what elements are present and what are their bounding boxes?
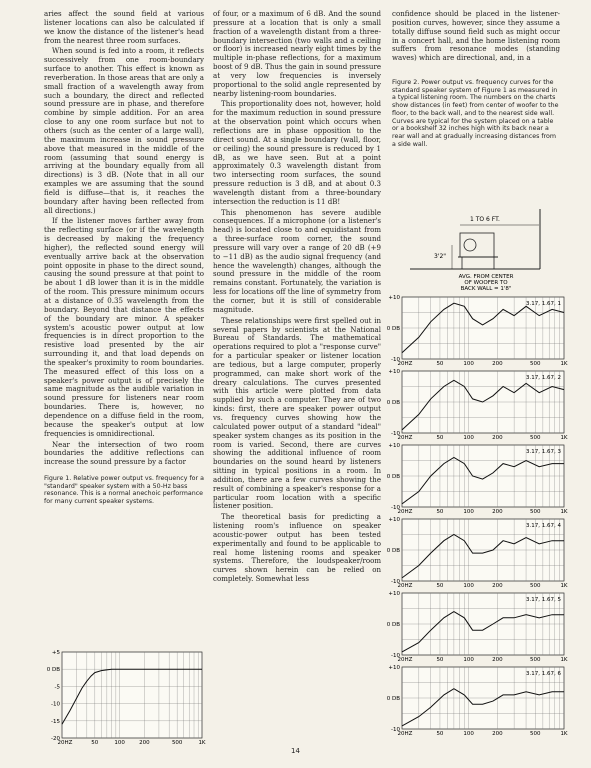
note-line-2: OF WOOFER TO — [464, 280, 508, 286]
x-tick-label: 20HZ — [57, 740, 73, 746]
figure-2-charts — [372, 294, 572, 740]
x-tick-label: 1K — [560, 731, 568, 737]
chart-figure-2-2 — [387, 369, 568, 441]
x-tick-label: 500 — [530, 509, 541, 515]
paragraph: When sound is fed into a room, it reflects successively from one room-boundary surface to another. This effect is known as reverberation. In those areas that are only a small fraction of a wavelength away from such a boundary, the direct and reflected sound pressure are in phase, and therefore combine by simple addition. For an area close to any one room surface but not to others (such as the center of a large wall), the maximum increase in sound pressure above that measured in the middle of the room (assuming that sound energy is arriving at the boundary equally from all directions) is 3 dB. (Note that in all our examples we are assuming that the sound field is diffuse—that is, it reaches the boundary after having been reflected from all directions.) — [44, 46, 204, 215]
chart-figure-2-1 — [387, 295, 568, 367]
x-tick-label: 50 — [436, 583, 444, 589]
curve-label: 3.17, 1.67, 2 — [526, 375, 561, 381]
x-tick-label: 500 — [530, 435, 541, 441]
x-tick-label: 50 — [436, 509, 444, 515]
x-tick-label: 200 — [492, 361, 503, 367]
x-tick-label: 500 — [530, 731, 541, 737]
y-tick-label: 0 DB — [386, 696, 400, 702]
paragraph: This proportionality does not, however, hold for the maximum reduction in sound pressure at the observation point which occurs when reflections are in phase opposition to the direct sound. At a single boundary (wall, floor, or ceiling) the sound pressure is reduced by 1 dB, as we have seen. But at a point approximately 0.3 wavelength distant from two intersecting room surfaces, the sound pressure reduction is 3 dB, and at about 0.3 wavelength distant from a three-boundary intersection the reduction is 11 dB! — [213, 99, 381, 206]
paragraph: If the listener moves farther away from the reflecting surface (or if the wavelength is decreased by making the frequency higher), the reflected sound energy will eventually arrive back at the observation point opposite in phase to the direct sound, causing the sound pressure at that point to be about 1 dB lower than it is in the middle of the room. This pressure minimum occurs at a distance of 0.35 wavelength from the boundary. Beyond that distance the effects of the boundary are minor. A speaker system's acoustic power output at low frequencies is in direct proportion to the resistive load presented by the air surrounding it, and that load depends on the speaker's proximity to room boundaries. The measured effect of this loss on a speaker's power output is of precisely the same magnitude as the audible variation in sound pressure for listeners near room boundaries. There is, however, no dependence on a diffuse field in the room, because the speaker's output at low frequencies is omnidirectional. — [44, 216, 204, 438]
x-tick-label: 20HZ — [397, 509, 413, 515]
woofer-icon — [464, 239, 476, 251]
y-tick-label: -10 — [391, 727, 400, 733]
y-tick-label: 0 DB — [386, 400, 400, 406]
x-tick-label: 500 — [530, 657, 541, 663]
chart-figure-2-5 — [387, 591, 568, 663]
note-line-3: BACK WALL = 1'8" — [460, 286, 512, 292]
note-line-1: AVG. FROM CENTER — [458, 274, 514, 280]
text-column-3 — [392, 10, 560, 154]
paragraph: These relationships were first spelled out in several papers by scientists at the National Bureau of Standards. The mathematical operations required to plot a "response curve" for a particular speaker or listener location are tedious, but a large computer, properly programmed, can make short work of the dreary calculations. The curves presented with this article were plotted from data supplied by such a computer. They are of two kinds: first, there are speaker power output vs. frequency curves showing how the calculated power output of a standard "ideal" speaker system changes as its position in the room is varied. Second, there are curves showing the additional influence of room boundaries on the sound heard by listeners sitting in typical positions in a room. In addition, there are a few curves showing the result of combining a speaker's response for a particular room location with a specific listener position. — [213, 315, 381, 511]
distance-label: 1 TO 6 FT. — [470, 216, 500, 223]
y-tick-label: +10 — [388, 295, 400, 301]
y-tick-label: -10 — [391, 653, 400, 659]
y-tick-label: 0 DB — [386, 326, 400, 332]
x-tick-label: 100 — [463, 361, 474, 367]
x-tick-label: 1K — [560, 509, 568, 515]
paragraph: aries affect the sound field at various listener locations can also be calculated if we know the distance of the listener's head from the nearest three room surfaces. — [44, 9, 204, 45]
x-tick-label: 200 — [492, 435, 503, 441]
chart-figure-2-4 — [387, 517, 568, 589]
x-tick-label: 100 — [463, 435, 474, 441]
x-tick-label: 1K — [198, 740, 206, 746]
x-tick-label: 200 — [492, 509, 503, 515]
x-tick-label: 500 — [530, 361, 541, 367]
y-tick-label: +10 — [388, 443, 400, 449]
x-tick-label: 100 — [114, 740, 125, 746]
curve-label: 3.17, 1.67, 6 — [526, 671, 561, 677]
x-tick-label: 20HZ — [397, 657, 413, 663]
y-tick-label: -5 — [54, 684, 60, 691]
curve-label: 3.17, 1.67, 5 — [526, 597, 561, 603]
x-tick-label: 20HZ — [397, 731, 413, 737]
y-tick-label: -10 — [51, 701, 60, 708]
x-tick-label: 100 — [463, 731, 474, 737]
y-tick-label: 0 DB — [386, 622, 400, 628]
y-tick-label: -10 — [391, 431, 400, 437]
x-tick-label: 20HZ — [397, 361, 413, 367]
speaker-cabinet — [460, 233, 494, 257]
figure-1-chart — [40, 648, 210, 748]
page-number: 14 — [291, 747, 300, 755]
paragraph: This phenomenon has severe audible consequences. If a microphone (or a listener's head) is located close to and equidistant from a three-surface room corner, the sound pressure will vary over a range of 20 dB (+9 to −11 dB) as the audio signal frequency (and hence the wavelength) changes, although the sound pressure in the middle of the room remains constant. Fortunately, the variation is less for locations off the line of symmetry from the corner, but it is still of considerable magnitude. — [213, 207, 381, 314]
x-tick-label: 100 — [463, 657, 474, 663]
chart-figure-1 — [47, 650, 206, 746]
x-tick-label: 200 — [492, 657, 503, 663]
x-tick-label: 50 — [436, 731, 444, 737]
curve-label: 3.17, 1.67, 4 — [526, 523, 561, 529]
height-label: 3'2" — [434, 253, 447, 260]
y-tick-label: -20 — [51, 736, 60, 742]
paragraph: The theoretical basis for predicting a listening room's influence on speaker acoustic-power output has been tested experimentally and found to be applicable to real home listening rooms and speaker systems. Therefore, the loudspeaker/room curves shown herein can be relied on completely. Somewhat less — [213, 512, 381, 584]
paragraph: Near the intersection of two room boundaries the additive reflections can increase the sound pressure by a factor — [44, 439, 204, 467]
paragraph: of four, or a maximum of 6 dB. And the sound pressure at a location that is only a small fraction of a wavelength distant from a three-boundary intersection (two walls and a ceiling or floor) is increased nearly eight times by the multiple in-phase reflections, for a maximum boost of 9 dB. Thus the gain in sound pressure at very low frequencies is inversely proportional to the solid angle represented by nearby listening-room boundaries. — [213, 9, 381, 98]
y-tick-label: 0 DB — [46, 667, 60, 674]
y-tick-label: -10 — [391, 579, 400, 585]
text-column-2 — [213, 10, 381, 586]
x-tick-label: 100 — [463, 509, 474, 515]
x-tick-label: 500 — [530, 583, 541, 589]
y-tick-label: +10 — [388, 591, 400, 597]
x-tick-label: 1K — [560, 361, 568, 367]
chart-figure-2-6 — [387, 665, 568, 737]
x-tick-label: 50 — [436, 657, 444, 663]
figure-1-caption: Figure 1. Relative power output vs. frequency for a "standard" speaker system with a 50-Hz bass resonance. This is a normal anechoic performance for many current speaker systems. — [44, 475, 204, 506]
x-tick-label: 200 — [139, 740, 150, 746]
x-tick-label: 200 — [492, 731, 503, 737]
y-tick-label: +5 — [51, 650, 60, 656]
y-tick-label: +10 — [388, 665, 400, 671]
x-tick-label: 1K — [560, 435, 568, 441]
y-tick-label: -10 — [391, 505, 400, 511]
figure-2-room-diagram — [390, 207, 565, 292]
y-tick-label: +10 — [388, 369, 400, 375]
paragraph: confidence should be placed in the listener-position curves, however, since they assume a totally diffuse sound field such as might occur in a concert hall, and the home listening room suffers from resonance modes (standing waves) which are directional, and, in a — [392, 9, 560, 63]
x-tick-label: 1K — [560, 583, 568, 589]
x-tick-label: 50 — [91, 740, 99, 746]
text-column-1 — [44, 10, 204, 512]
x-tick-label: 500 — [171, 740, 183, 746]
x-tick-label: 1K — [560, 657, 568, 663]
y-tick-label: -15 — [51, 718, 60, 725]
y-tick-label: -10 — [391, 357, 400, 363]
y-tick-label: +10 — [388, 517, 400, 523]
x-tick-label: 50 — [436, 361, 444, 367]
figure-2-caption: Figure 2. Power output vs. frequency curves for the standard speaker system of Figure 1 as measured in a typical listening room. The numbers on the charts show distances (in feet) from center of woofer to the floor, to the back wall, and to the nearest side wall. Curves are typical for the system placed on a table or a bookshelf 32 inches high with its back near a rear wall and at gradually increasing distances from a side wall. — [392, 79, 559, 148]
x-tick-label: 100 — [463, 583, 474, 589]
chart-figure-2-3 — [387, 443, 568, 515]
x-tick-label: 20HZ — [397, 583, 413, 589]
plot-frame — [62, 652, 202, 738]
y-tick-label: 0 DB — [386, 474, 400, 480]
x-tick-label: 20HZ — [397, 435, 413, 441]
x-tick-label: 200 — [492, 583, 503, 589]
y-tick-label: 0 DB — [386, 548, 400, 554]
x-tick-label: 50 — [436, 435, 444, 441]
curve-label: 3.17, 1.67, 1 — [526, 301, 561, 307]
curve-label: 3.17, 1.67, 3 — [526, 449, 561, 455]
